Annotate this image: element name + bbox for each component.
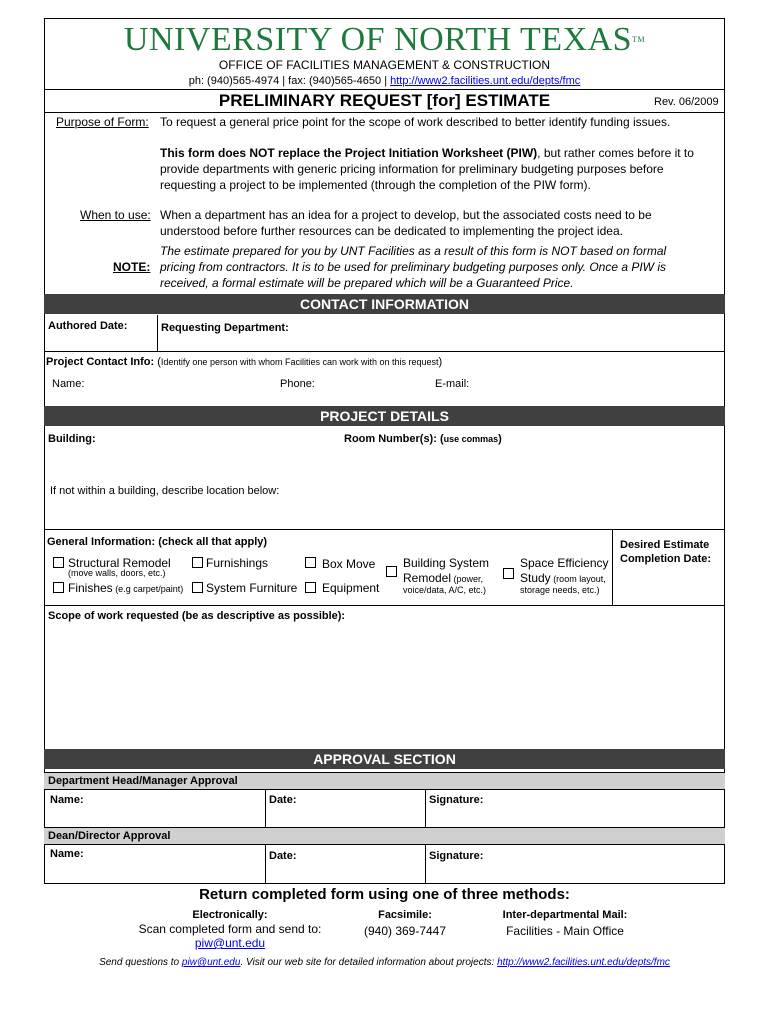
space-efficiency-label-1: Space Efficiency xyxy=(520,556,609,570)
space-efficiency-study: Study xyxy=(520,571,551,585)
phone-fax: ph: (940)565-4974 | fax: (940)565-4650 | xyxy=(188,75,388,87)
project-contact-hint: Identify one person with whom Facilities can work with on this request xyxy=(160,357,439,367)
divider xyxy=(612,529,613,605)
authored-date-label[interactable]: Authored Date: xyxy=(48,320,128,332)
building-system-remodel: Remodel xyxy=(403,571,452,585)
dean-signature-label[interactable]: Signature: xyxy=(429,850,484,862)
room-hint: use commas xyxy=(443,434,499,444)
general-info-label: General Information: (check all that apply) xyxy=(47,536,268,548)
mail-label: Inter-departmental Mail: xyxy=(502,909,628,921)
building-system-label-2 xyxy=(403,571,483,586)
building-system-hint-2: voice/data, A/C, etc.) xyxy=(403,585,487,595)
divider xyxy=(265,790,266,828)
piw-bold: This form does NOT replace the Project Initiation Worksheet (PIW) xyxy=(160,146,538,160)
fax-label: Facsimile: xyxy=(378,909,432,921)
furnishings-label: Furnishings xyxy=(206,556,269,570)
divider xyxy=(44,351,725,352)
space-efficiency-label-2 xyxy=(520,571,606,586)
building-system-label-1: Building System xyxy=(403,556,490,570)
revision-date: Rev. 06/2009 xyxy=(654,96,719,108)
structural-remodel-checkbox[interactable] xyxy=(53,557,64,568)
trademark-mark: TM xyxy=(632,35,646,44)
send-url-link[interactable]: http://www2.facilities.unt.edu/depts/fmc xyxy=(497,957,670,968)
desired-label-2[interactable]: Completion Date: xyxy=(620,553,712,565)
university-name: UNIVERSITY OF NORTH TEXAS xyxy=(123,21,633,58)
furnishings-checkbox[interactable] xyxy=(192,557,203,568)
approval-section-header: APPROVAL SECTION xyxy=(44,749,725,769)
when-label: When to use: xyxy=(80,208,151,222)
contact-email-label[interactable]: E-mail: xyxy=(435,378,470,390)
desired-label-1: Desired Estimate xyxy=(620,539,710,551)
building-system-checkbox[interactable] xyxy=(386,566,397,577)
finishes-label xyxy=(68,581,183,596)
project-contact-row xyxy=(46,355,442,369)
dept-head-date-label[interactable]: Date: xyxy=(269,794,297,806)
space-efficiency-hint: (room layout, xyxy=(550,574,606,584)
note-line-2: pricing from contractors. It is to be used for preliminary budgeting purposes only. Once a PIW is xyxy=(160,260,667,274)
building-system-hint: (power, xyxy=(451,574,484,584)
contact-phone-label[interactable]: Phone: xyxy=(280,378,315,390)
contact-section-header: CONTACT INFORMATION xyxy=(44,294,725,314)
room-label: Room Number(s): ( xyxy=(344,433,444,445)
divider xyxy=(425,790,426,828)
piw-line-1 xyxy=(160,146,694,161)
project-contact-label: Project Contact Info: xyxy=(46,356,155,368)
note-line-1: The estimate prepared for you by UNT Facilities as a result of this form is NOT based on formal xyxy=(160,244,667,258)
divider xyxy=(425,845,426,884)
contact-name-label[interactable]: Name: xyxy=(52,378,85,390)
dept-head-label: Department Head/Manager Approval xyxy=(48,775,238,787)
scope-label[interactable]: Scope of work requested (be as descriptive as possible): xyxy=(48,610,346,622)
form-title: PRELIMINARY REQUEST [for] ESTIMATE xyxy=(218,91,551,110)
structural-remodel-hint: (move walls, doors, etc.) xyxy=(68,568,166,578)
room-number-row[interactable] xyxy=(344,432,502,446)
when-line-2: understood before further resources can be dedicated to implementing the project idea. xyxy=(160,224,623,238)
dean-label: Dean/Director Approval xyxy=(48,830,171,842)
paren: ) xyxy=(498,433,502,445)
dept-head-name-label[interactable]: Name: xyxy=(50,794,84,806)
purpose-label: Purpose of Form: xyxy=(56,115,149,129)
space-efficiency-checkbox[interactable] xyxy=(503,568,514,579)
send-middle: . Visit our web site for detailed information about projects: xyxy=(240,957,498,968)
requesting-dept-label[interactable]: Requesting Department: xyxy=(161,322,289,334)
contact-line xyxy=(44,74,725,88)
finishes-checkbox[interactable] xyxy=(53,582,64,593)
equipment-label: Equipment xyxy=(322,581,380,595)
dean-name-label[interactable]: Name: xyxy=(50,848,84,860)
divider xyxy=(44,89,725,90)
divider xyxy=(44,112,725,113)
return-title: Return completed form using one of three methods: xyxy=(199,886,570,903)
system-furniture-checkbox[interactable] xyxy=(192,582,203,593)
purpose-text: To request a general price point for the scope of work described to better identify funding issues. xyxy=(160,115,671,129)
mail-text: Facilities - Main Office xyxy=(506,924,624,938)
piw-line-3: requesting a project to be implemented (through the completion of the PIW form). xyxy=(160,178,591,192)
finishes-hint: (e.g carpet/paint) xyxy=(112,584,184,594)
fmc-url-link[interactable]: http://www2.facilities.unt.edu/depts/fmc xyxy=(390,75,581,87)
piw-rest: , but rather comes before it to xyxy=(537,146,694,160)
equipment-checkbox[interactable] xyxy=(305,582,316,593)
divider xyxy=(265,845,266,884)
location-label[interactable]: If not within a building, describe location below: xyxy=(50,485,280,497)
divider xyxy=(44,605,725,606)
university-logo xyxy=(44,20,725,60)
box-move-checkbox[interactable] xyxy=(305,557,316,568)
finishes-text: Finishes xyxy=(68,581,113,595)
electronic-label: Electronically: xyxy=(192,909,268,921)
dean-date-label[interactable]: Date: xyxy=(269,850,297,862)
divider xyxy=(157,315,158,351)
project-section-header: PROJECT DETAILS xyxy=(44,406,725,426)
paren: ) xyxy=(438,356,443,368)
send-email-link[interactable]: piw@unt.edu xyxy=(181,957,241,968)
dept-head-signature-label[interactable]: Signature: xyxy=(429,794,484,806)
send-prefix: Send questions to xyxy=(99,957,182,968)
system-furniture-label: System Furniture xyxy=(206,581,298,595)
electronic-text: Scan completed form and send to: xyxy=(138,922,322,936)
office-name: OFFICE OF FACILITIES MANAGEMENT & CONSTRUCTION xyxy=(218,58,551,72)
footer-note xyxy=(44,956,725,969)
space-efficiency-hint-2: storage needs, etc.) xyxy=(520,585,600,595)
note-label: NOTE: xyxy=(113,260,151,274)
when-line-1: When a department has an idea for a project to develop, but the associated costs need to be xyxy=(160,208,652,222)
building-label[interactable]: Building: xyxy=(48,433,96,445)
note-line-3: received, a formal estimate will be prepared which will be a Guaranteed Price. xyxy=(160,276,574,290)
piw-line-2: provide departments with generic pricing information for preliminary budgeting purposes before xyxy=(160,162,664,176)
piw-email-link[interactable]: piw@unt.edu xyxy=(194,936,266,950)
electronic-email-wrap xyxy=(120,936,340,951)
box-move-label: Box Move xyxy=(322,557,376,571)
paren: ( xyxy=(154,356,161,368)
divider xyxy=(44,529,725,530)
structural-remodel-label: Structural Remodel xyxy=(68,556,171,570)
fax-number: (940) 369-7447 xyxy=(363,924,447,938)
